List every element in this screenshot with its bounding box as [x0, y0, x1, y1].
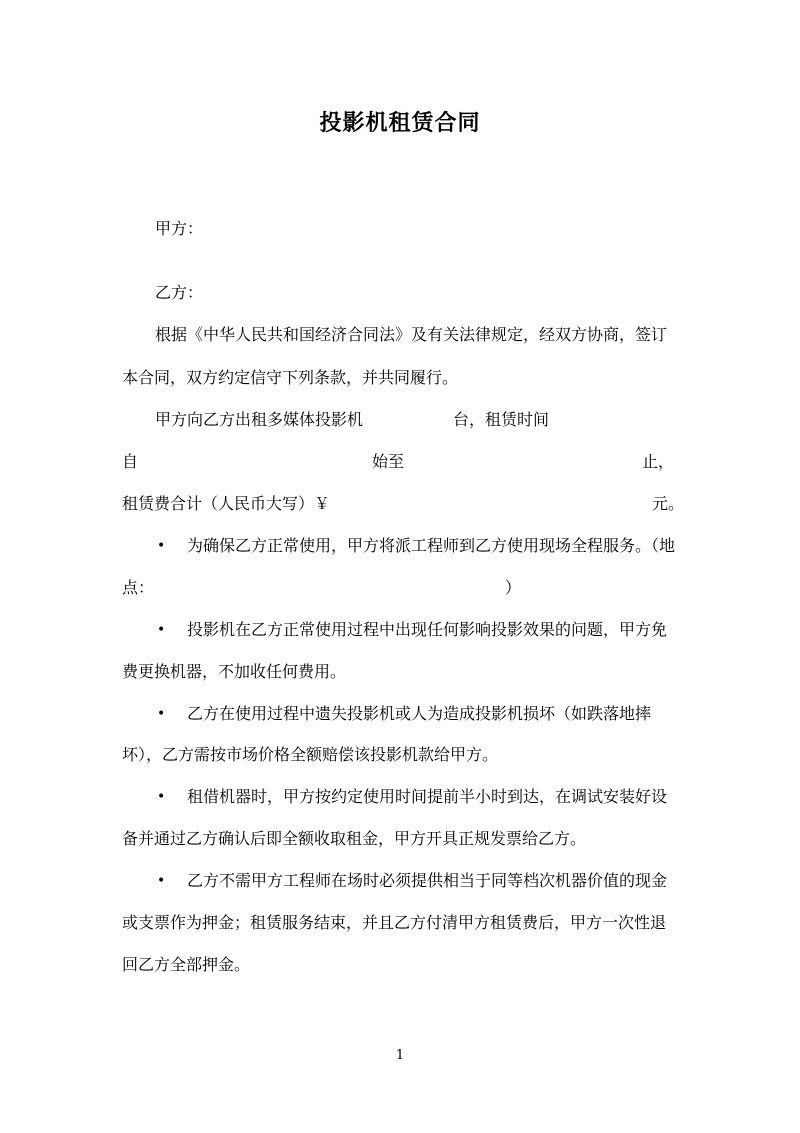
rent-end-label: 止， [642, 452, 675, 471]
clause-5-line-3: 回乙方全部押金。 [122, 955, 251, 974]
rent-period-label: 台，租赁时间 [453, 410, 550, 429]
party-b-label: 乙方： [155, 283, 204, 302]
rent-total-unit: 元。 [652, 494, 685, 513]
clause-1-line-1: 为确保乙方正常使用，甲方将派工程师到乙方使用现场全程服务。（地 [187, 536, 676, 555]
intro-line-1: 根据《中华人民共和国经济合同法》及有关法律规定，经双方协商，签订 [155, 325, 668, 344]
bullet-icon: • [157, 538, 166, 554]
bullet-icon: • [157, 622, 166, 638]
rent-from-label: 自 [122, 452, 139, 471]
clause-4-line-2: 备并通过乙方确认后即全额收取租金，甲方开具正规发票给乙方。 [122, 829, 587, 848]
rent-quantity-text: 甲方向乙方出租多媒体投影机 [155, 410, 364, 429]
clause-4-line-1: 租借机器时，甲方按约定使用时间提前半小时到达，在调试安装好设 [187, 787, 668, 806]
clause-5-line-2: 或支票作为押金；租赁服务结束，并且乙方付清甲方租赁费后，甲方一次性退 [122, 913, 667, 932]
bullet-icon: • [157, 873, 166, 889]
clause-2-line-2: 费更换机器，不加收任何费用。 [122, 662, 347, 681]
bullet-icon: • [157, 706, 166, 722]
page-number: 1 [395, 1048, 405, 1063]
party-a-label: 甲方： [155, 219, 204, 238]
intro-line-2: 本合同，双方约定信守下列条款，并共同履行。 [122, 368, 459, 387]
clause-2-line-1: 投影机在乙方正常使用过程中出现任何影响投影效果的问题，甲方免 [187, 620, 668, 639]
document-title: 投影机租赁合同 [319, 110, 481, 136]
clause-5-line-1: 乙方不需甲方工程师在场时必须提供相当于同等档次机器价值的现金 [187, 871, 668, 890]
bullet-icon: • [157, 789, 166, 805]
clause-1-location-label: 点： [122, 578, 155, 597]
rent-total-label: 租赁费合计（人民币大写）￥ [122, 494, 331, 513]
clause-3-line-2: 坏），乙方需按市场价格全额赔偿该投影机款给甲方。 [122, 745, 499, 764]
rent-start-label: 始至 [372, 452, 405, 471]
clause-1-location-close: ） [505, 578, 522, 597]
clause-3-line-1: 乙方在使用过程中遗失投影机或人为造成投影机损坏（如跌落地摔 [187, 704, 652, 723]
